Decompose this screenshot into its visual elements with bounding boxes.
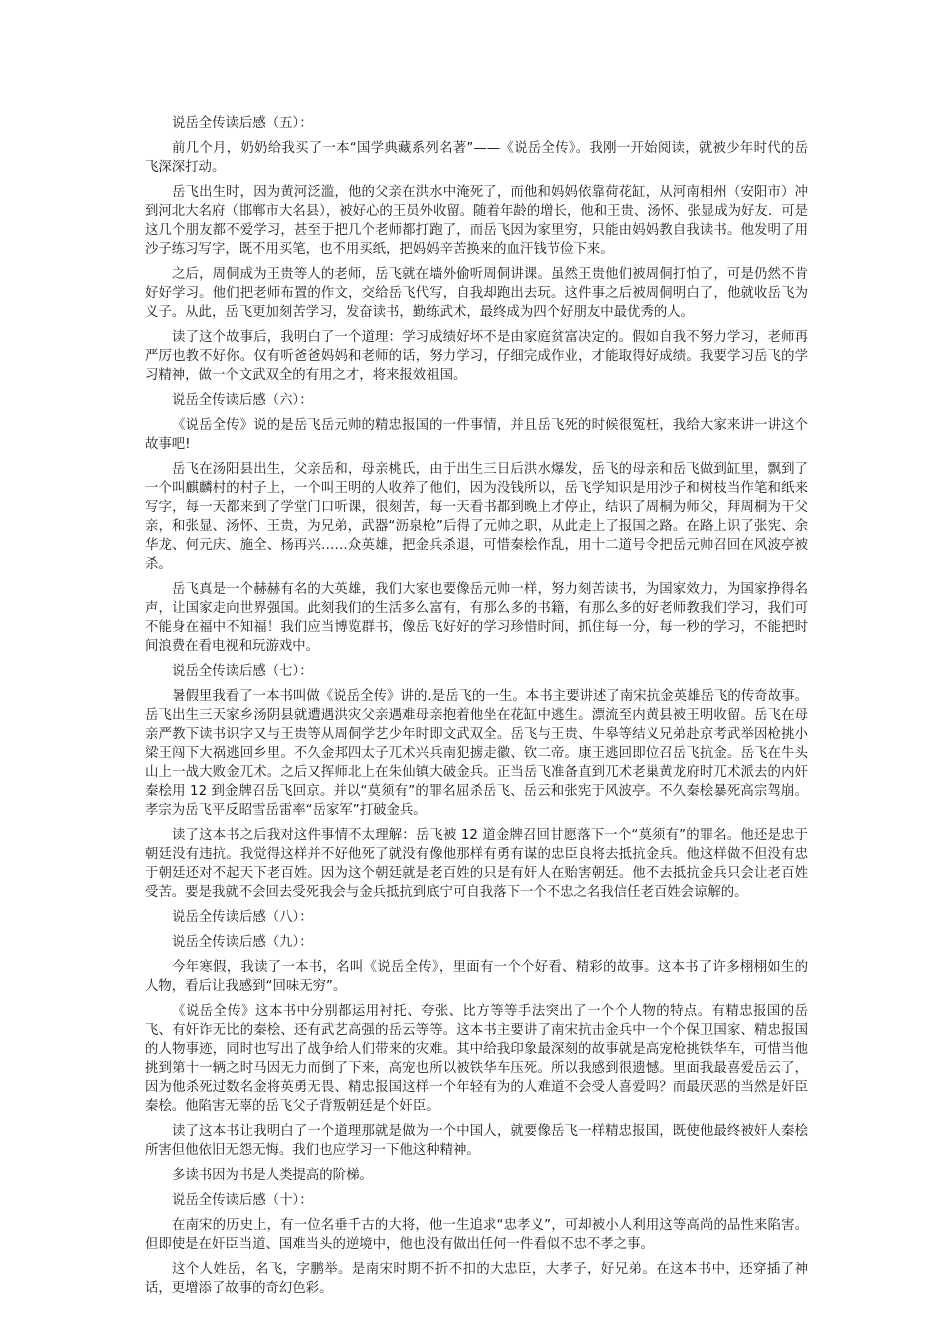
paragraph: 之后，周侗成为王贵等人的老师，岳飞就在墙外偷听周侗讲课。虽然王贵他们被周侗打怕了，可是仍然不肯好好学习。他们把老师布置的作文，交给岳飞代写，自我却跑出去玩。这件事之后被周侗明白了，他就收岳飞为义子。从此，岳飞更加刻苦学习，发奋读书，勤练武术，最终成为四个好朋友中最优秀的人。: [145, 267, 808, 320]
paragraph: 今年寒假，我读了一本书，名叫《说岳全传》，里面有一个个好看、精彩的故事。这本书了许多栩栩如生的人物，看后让我感到“回味无穷”。: [145, 960, 808, 994]
paragraph: 多读书因为书是人类提高的阶梯。: [172, 1168, 373, 1183]
paragraph: 前几个月，奶奶给我买了一本“国学典藏系列名著”——《说岳全传》。我刚一开始阅读，就被少年时代的岳飞深深打动。: [145, 141, 808, 175]
paragraph: 《说岳全传》说的是岳飞岳元帅的精忠报国的一件事情，并且岳飞死的时候很冤枉，我给大家来讲一讲这个故事吧!: [145, 418, 808, 452]
paragraph: 在南宋的历史上，有一位名垂千古的大将，他一生追求“忠孝义”，可却被小人利用这等高尚的品性来陷害。但即使是在奸臣当道、国难当头的逆境中，他也没有做出任何一件看似不忠不孝之事。: [145, 1218, 808, 1252]
section-heading: 说岳全传读后感（十）：: [172, 1193, 313, 1208]
section-heading: 说岳全传读后感（六）：: [172, 393, 313, 408]
paragraph: 暑假里我看了一本书叫做《说岳全传》讲的.是岳飞的一生。本书主要讲述了南宋抗金英雄岳飞的传奇故事。岳飞出生三天家乡汤阴县就遭遇洪灾父亲遇难母亲抱着他坐在花缸中逃生。漂流至内黄县被王明收留。岳飞在母亲严教下读书识字又与王贵等从周侗学艺少年时即文武双全。岳飞与王贵、牛皋等结义兄弟赴京考武举因枪挑小梁王闯下大祸逃回乡里。不久金邦四太子兀术兴兵南犯掳走徽、钦二帝。康王逃回即位召岳飞抗金。岳飞在牛头山上一战大败金兀术。之后又挥师北上在朱仙镇大破金兵。正当岳飞准备直到兀术老巢黄龙府时兀术派去的内奸秦桧用 12 到金牌召岳飞回京。并以“莫须有”的罪名屈杀岳飞、岳云和张宪于风波亭。不久秦桧暴死高宗驾崩。孝宗为岳飞平反昭雪岳雷率“岳家军”打破金兵。: [145, 689, 808, 818]
paragraph: 读了这本书之后我对这件事情不太理解：岳飞被 12 道金牌召回甘愿落下一个“莫须有”的罪名。他还是忠于朝廷没有违抗。我觉得这样并不好他死了就没有像他那样有勇有谋的忠臣良将去抵抗金兵。他这样做不但没有忠于朝廷还对不起天下老百姓。因为这个朝廷就是老百姓的只是有奸人在贻害朝廷。他不去抵抗金兵只会让老百姓受苦。要是我就不会回去受死我会与金兵抵抗到底宁可自我落下一个不忠之名我信任老百姓会谅解的。: [145, 828, 808, 900]
section-heading: 说岳全传读后感（五）：: [172, 116, 313, 131]
paragraph: 岳飞出生时，因为黄河泛滥，他的父亲在洪水中淹死了，而他和妈妈依靠荷花缸，从河南相州（安阳市）冲到河北大名府（邯郸市大名县），被好心的王员外收留。随着年龄的增长，他和王贵、汤怀、张显成为好友．可是这几个朋友都不爱学习，甚至于把几个老师都打跑了，而岳飞因为家里穷，只能由妈妈教自我读书。他发明了用沙子练习写字，既不用买笔，也不用买纸，把妈妈辛苦换来的血汗钱节俭下来。: [145, 185, 808, 257]
section-heading: 说岳全传读后感（七）：: [172, 664, 313, 679]
paragraph: 岳飞真是一个赫赫有名的大英雄，我们大家也要像岳元帅一样，努力刻苦读书，为国家效力，为国家挣得名声，让国家走向世界强国。此刻我们的生活多么富有，有那么多的书籍，有那么多的好老师教我们学习，我们可不能身在福中不知福！我们应当博览群书，像岳飞好好的学习珍惜时间，抓住每一分，每一秒的学习，不能把时间浪费在看电视和玩游戏中。: [145, 582, 808, 654]
section-heading: 说岳全传读后感（九）：: [172, 935, 313, 950]
paragraph: 岳飞在汤阳县出生，父亲岳和，母亲桃氏，由于出生三日后洪水爆发，岳飞的母亲和岳飞做到缸里，飘到了一个叫麒麟村的村子上，一个叫王明的人收养了他们，因为没钱所以，岳飞学知识是用沙子和树枝当作笔和纸来写字，每一天都来到了学堂门口听课，很刻苦，每一天看书都到晚上才停止，结识了周桐为师父，拜周桐为干父亲，和张显、汤怀、王贵，为兄弟，武器“沥泉枪”后得了元帅之职，从此走上了报国之路。在路上识了张宪、余华龙、何元庆、施全、杨再兴……众英雄，把金兵杀退，可惜秦桧作乱，用十二道号令把岳元帅召回在风波亭被杀。: [145, 462, 808, 572]
paragraph: 读了这本书让我明白了一个道理那就是做为一个中国人，就要像岳飞一样精忠报国，既使他最终被奸人秦桧所害但他依旧无怨无悔。我们也应学习一下他这种精神。: [145, 1124, 808, 1158]
paragraph: 这个人姓岳，名飞，字鹏举。是南宋时期不折不扣的大忠臣，大孝子，好兄弟。在这本书中，还穿插了神话，更增添了故事的奇幻色彩。: [145, 1262, 808, 1296]
paragraph: 《说岳全传》这本书中分别都运用衬托、夸张、比方等等手法突出了一个个人物的特点。有精忠报国的岳飞、有奸诈无比的秦桧、还有武艺高强的岳云等等。这本书主要讲了南宋抗击金兵中一个个保卫国家、精忠报国的人物事迹，同时也写出了战争给人们带来的灾难。其中给我印象最深刻的故事就是高宠枪挑铁华车，可惜当他挑到第十一辆之时马因无力而倒了下来，高宠也所以被铁华车压死。所以我感到很遗憾。里面我最喜爱岳云了，因为他杀死过数名金将英勇无畏、精忠报国这样一个年轻有为的人难道不会受人喜爱吗？而最厌恶的当然是奸臣秦桧。他陷害无辜的岳飞父子背叛朝廷是个奸臣。: [145, 1004, 808, 1114]
section-heading: 说岳全传读后感（八）：: [172, 910, 313, 925]
paragraph: 读了这个故事后，我明白了一个道理：学习成绩好坏不是由家庭贫富决定的。假如自我不努力学习，老师再严厉也教不好你。仅有听爸爸妈妈和老师的话，努力学习，仔细完成作业，才能取得好成绩。我要学习岳飞的学习精神，做一个文武双全的有用之才，将来报效祖国。: [145, 330, 808, 383]
